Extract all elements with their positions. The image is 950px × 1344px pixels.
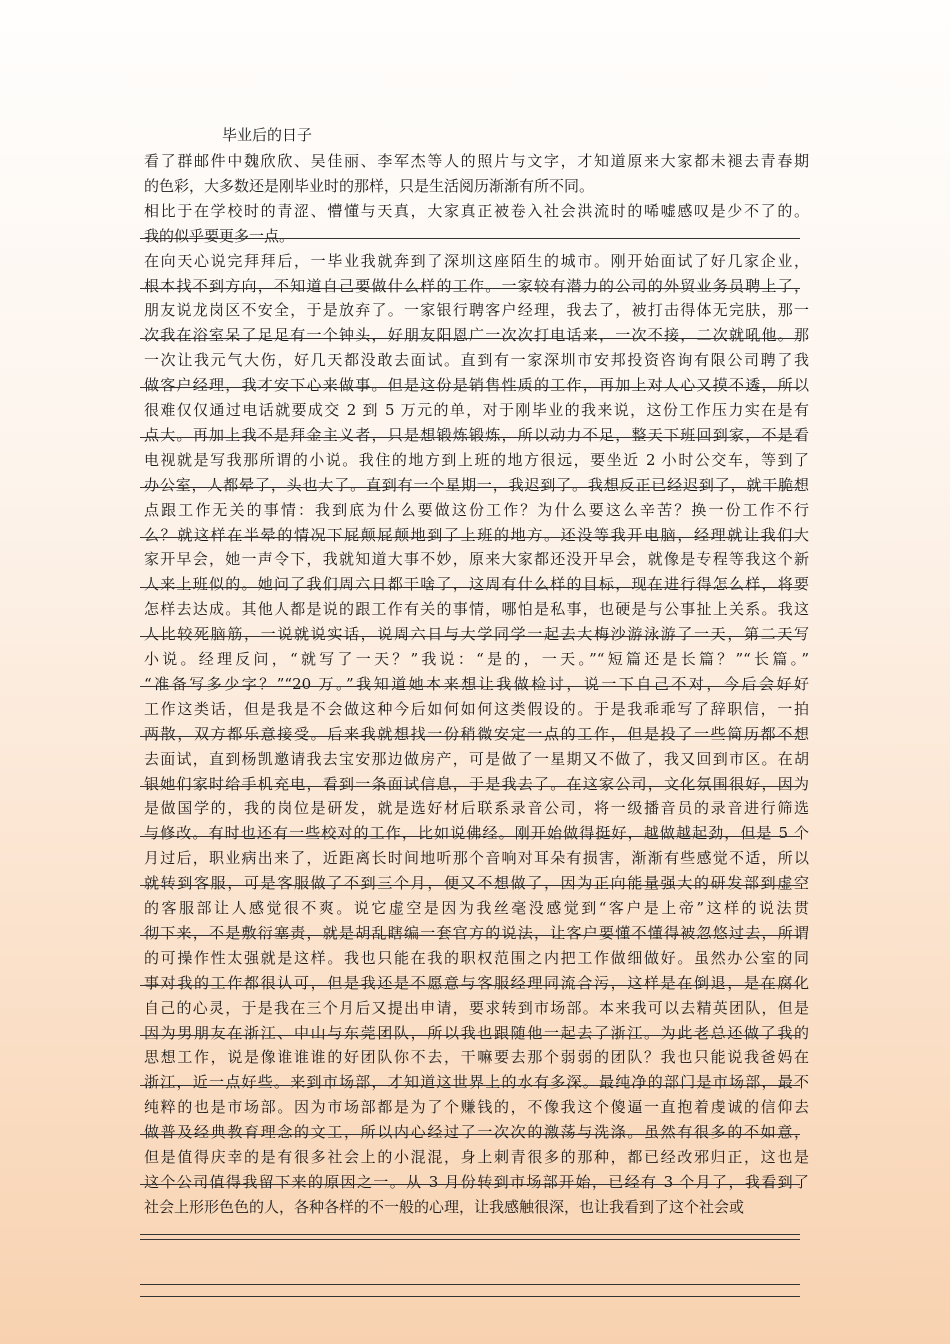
text-line: 是做国学的，我的岗位是研发，就是选好材后联系录音公司，将一级播音员的录音进行筛选	[144, 799, 809, 818]
text-line: 我的似乎要更多一点。	[144, 226, 295, 245]
ruled-line	[140, 1234, 800, 1235]
text-line: 相比于在学校时的青涩、懵懂与天真，大家真正被卷入社会洪流时的唏嘘感叹是少不了的。	[144, 201, 809, 220]
text-line: 人比较死脑筋，一说就说实话，说周六日与大学同学一起去大梅沙游泳游了一天，第二天写	[144, 625, 809, 644]
text-line: 社会上形形色色的人，各种各样的不一般的心理，让我感触很深，也让我看到了这个社会或	[144, 1197, 745, 1216]
ruled-line	[140, 935, 800, 936]
text-line: 的客服部让人感觉很不爽。说它虚空是因为我丝毫没感觉到“客户是上帝”这样的说法贯	[144, 899, 809, 917]
ruled-line	[140, 437, 800, 438]
text-line: 彻下来，不是敷衍塞责，就是胡乱瞎编一套官方的说法，让客户要懂不懂得被忽悠过去，所谓	[144, 923, 809, 942]
text-line: 做客户经理，我才安下心来做事。但是这份是销售性质的工作，再加上对人心又摸不透，所以	[144, 376, 809, 395]
ruled-line	[140, 238, 800, 239]
text-line: 根本找不到方向，不知道自己要做什么样的工作。一家较有潜力的公司的外贸业务员聘上了，	[144, 276, 809, 295]
ruled-line	[140, 1239, 800, 1240]
text-line: 自己的心灵，于是我在三个月后又提出申请，要求转到市场部。本来我可以去精英团队，但是	[144, 998, 809, 1017]
ruled-line	[140, 387, 800, 388]
text-line: 与修改。有时也还有一些校对的工作，比如说佛经。刚开始做得挺好，越做越起劲，但是 5 个	[144, 824, 809, 843]
text-line: 在向天心说完拜拜后，一毕业我就奔到了深圳这座陌生的城市。刚开始面试了好几家企业，	[144, 251, 809, 270]
text-line: 因为男朋友在浙江、中山与东莞团队，所以我也跟随他一起去了浙江。为此老总还做了我的	[144, 1023, 809, 1042]
ruled-line	[140, 338, 800, 339]
ruled-line	[140, 1184, 800, 1185]
text-line: 人来上班似的。她问了我们周六日都干啥了，这周有什么样的目标，现在进行得怎么样，将要	[144, 575, 809, 594]
text-line: 去面试，直到杨凯邀请我去宝安那边做房产，可是做了一星期又不做了，我又回到市区。在胡	[144, 749, 809, 768]
text-line: 办公室，人都晕了，头也大了。直到有一个星期一，我迟到了。我想反正已经迟到了，就干脆想	[144, 475, 809, 494]
ruled-line	[140, 1134, 800, 1135]
ruled-line	[140, 288, 800, 289]
ruled-line	[140, 836, 800, 837]
ruled-line	[140, 1085, 800, 1086]
ruled-line	[140, 1035, 800, 1036]
text-line: 月过后，职业病出来了，近距离长时间地听那个音响对耳朵有损害，渐渐有些感觉不适，所以	[144, 849, 809, 868]
text-line: 银她们家时给手机充电，看到一条面试信息，于是我去了。在这家公司，文化氛围很好，因为	[144, 774, 809, 793]
text-line: 工作这类话，但是我是不会做这种今后如何如何这类假设的。于是我乖乖写了辞职信，一拍	[144, 699, 809, 718]
text-line: 看了群邮件中魏欣欣、吴佳丽、李军杰等人的照片与文字，才知道原来大家都未褪去青春期	[144, 152, 809, 170]
text-line: 浙江，近一点好些。来到市场部，才知道这世界上的水有多深。最纯净的部门是市场部，最不	[144, 1073, 809, 1092]
ruled-line	[140, 636, 800, 637]
text-line: 怎样去达成。其他人都是说的跟工作有关的事情，哪怕是私事，也硬是与公事扯上关系。我这	[144, 600, 809, 619]
ruled-line	[140, 736, 800, 737]
text-line: 但是值得庆幸的是有很多社会上的小混混，身上刺青很多的那种，都已经改邪归正，这也是	[144, 1148, 809, 1166]
text-line: 朋友说龙岗区不安全，于是放弃了。一家银行聘客户经理，我去了，被打击得体无完肤，那一	[144, 301, 809, 320]
text-line: 很难仅仅通过电话就要成交 2 到 5 万元的单，对于刚毕业的我来说，这份工作压力实在是有	[144, 401, 809, 419]
text-line: 思想工作，说是像谁谁谁的好团队你不去，干嘛要去那个弱弱的团队？我也只能说我爸妈在	[144, 1048, 809, 1067]
ruled-line	[140, 686, 800, 687]
text-line: 就转到客服，可是客服做了不到三个月，便又不想做了，因为正向能量强大的研发部到虚空	[144, 874, 809, 893]
ruled-line	[140, 1284, 800, 1285]
text-line: “准备写多少字？”“20 万。”我知道她本来想让我做检讨，说一下自己不对，今后会好好	[144, 674, 809, 693]
text-line: 一次让我元气大伤，好几天都没敢去面试。直到有一家深圳市安邦投资咨询有限公司聘了我	[144, 351, 809, 370]
text-line: 的可操作性太强就是这样。我也只能在我的职权范围之内把工作做细做好。虽然办公室的同	[144, 948, 809, 967]
ruled-line	[140, 985, 800, 986]
ruled-line	[140, 786, 800, 787]
text-line: 么？就这样在半晕的情况下屁颠屁颠地到了上班的地方。还没等我开电脑，经理就让我们大	[144, 525, 809, 544]
text-line: 两散，双方都乐意接受。后来我就想找一份稍微安定一点的工作，但是投了一些简历都不想	[144, 724, 809, 743]
ruled-line	[140, 885, 800, 886]
text-line: 这个公司值得我留下来的原因之一。从 3 月份转到市场部开始，已经有 3 个月了，我看到了	[144, 1172, 809, 1191]
text-line: 小说。经理反问，“就写了一天？”我说：“是的，一天。”“短篇还是长篇？”“长篇。”	[144, 650, 809, 668]
text-line: 电视就是写我那所谓的小说。我住的地方到上班的地方很远，要坐近 2 小时公交车，等到了	[144, 450, 809, 469]
text-line: 点大。再加上我不是拜金主义者，只是想锻炼锻炼，所以动力不足，整天下班回到家，不是看	[144, 425, 809, 444]
ruled-line	[140, 537, 800, 538]
text-line: 点跟工作无关的事情：我到底为什么要做这份工作？为什么要这么辛苦？换一份工作不行	[144, 500, 809, 519]
ruled-line	[140, 1296, 800, 1297]
ruled-line	[140, 487, 800, 488]
text-line: 家开早会，她一声令下，我就知道大事不妙，原来大家都还没开早会，就像是专程等我这个新	[144, 550, 809, 569]
document-title: 毕业后的日子	[222, 126, 313, 144]
text-line: 纯粹的也是市场部。因为市场部都是为了个赚钱的，不像我这个傻逼一直抱着虔诚的信仰去	[144, 1098, 809, 1117]
text-line: 事对我的工作都很认可，但是我还是不愿意与客服经理同流合污，这样是在倒退，是在腐化	[144, 973, 809, 992]
text-line: 次我在浴室呆了足足有一个钟头，好朋友阳恩广一次次打电话来，一次不接，二次就吼他。那	[144, 326, 809, 345]
text-line: 的色彩，大多数还是刚毕业时的那样，只是生活阅历渐渐有所不同。	[144, 176, 595, 195]
text-line: 做普及经典教育理念的文工，所以内心经过了一次次的激荡与洗涤。虽然有很多的不如意，	[144, 1123, 809, 1142]
ruled-line	[140, 587, 800, 588]
